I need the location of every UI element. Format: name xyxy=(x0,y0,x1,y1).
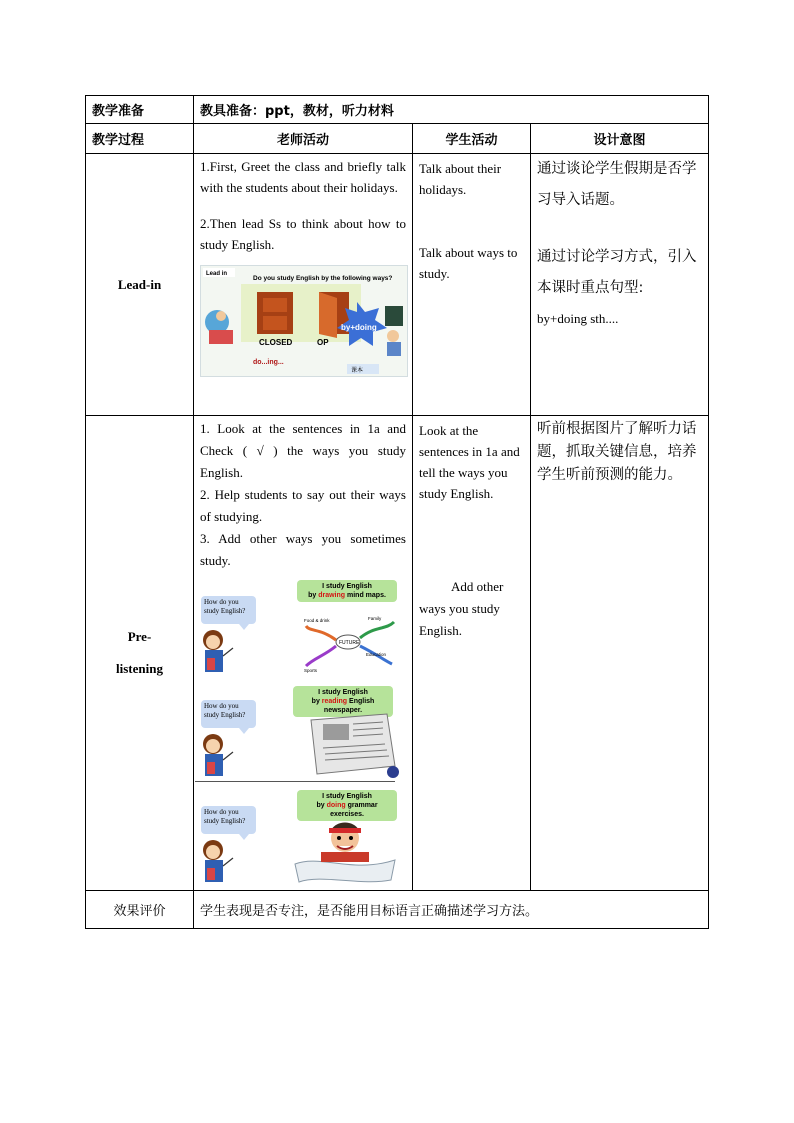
leadin-slide-burst: by+doing xyxy=(341,323,377,332)
prelistening-stage xyxy=(86,416,194,891)
leadin-slide-open: OP xyxy=(317,338,329,347)
prelistening-teacher-step1: 1. Look at the sentences in 1a and Check ( √ ) the ways you study English. xyxy=(200,421,406,480)
leadin-slide-illustration xyxy=(201,266,407,376)
leadin-stage-label: Lead-in xyxy=(117,276,162,292)
row-prelistening xyxy=(86,416,709,891)
slide1-banner-pre: I study English xyxy=(322,583,372,590)
prelistening-student-1: Look at the sentences in 1a and tell the ways you study English. xyxy=(419,423,520,501)
header-process: 教学过程 xyxy=(86,124,194,154)
leadin-design xyxy=(531,154,709,416)
row-leadin xyxy=(86,154,709,416)
prelistening-student-2: Add other ways you study English. xyxy=(419,579,504,638)
slide2-banner-key: reading xyxy=(321,698,348,705)
header-teacher: 老师活动 xyxy=(194,124,413,154)
evaluation-label: 效果评价 xyxy=(86,891,194,929)
leadin-design-1: 通过谈论学生假期是否学习导入话题。 xyxy=(537,161,697,208)
slide1-banner xyxy=(297,580,397,602)
slide3-banner-by: by xyxy=(316,802,327,809)
prelistening-design xyxy=(531,416,709,891)
slide-drawing-mind-maps xyxy=(195,578,403,678)
teacher-girl-icon xyxy=(197,732,235,780)
prep-label: 教学准备 xyxy=(86,96,194,124)
leadin-student-2: Talk about ways to study. xyxy=(419,245,518,281)
prelistening-stage-line2: listening xyxy=(116,661,163,676)
mind-word-sports: Sports xyxy=(304,668,318,673)
leadin-teacher xyxy=(194,154,413,416)
slide1-banner-key: drawing xyxy=(318,592,346,599)
mind-word-food: Food & drink xyxy=(304,618,330,623)
newspaper-icon xyxy=(307,710,399,778)
mind-word-future: FUTURE xyxy=(339,640,360,646)
slide3-banner-post: grammar exercises. xyxy=(330,802,378,818)
leadin-teacher-step1: 1.First, Greet the class and briefly talk with the students about their holidays. xyxy=(200,159,406,195)
mind-word-family: Family xyxy=(368,616,382,621)
slide1-bubble: How do you study English? xyxy=(201,596,256,624)
prelistening-teacher-step2: 2. Help students to say out their ways of studying. xyxy=(200,487,406,524)
prelistening-design-text: 听前根据图片了解听力话题，抓取关键信息，培养学生听前预测的能力。 xyxy=(537,421,697,483)
leadin-slide-bottom-text: do...ing... xyxy=(253,359,284,366)
slide-reading-newspaper xyxy=(195,682,403,782)
slide-doing-grammar xyxy=(195,788,403,888)
leadin-teacher-step2: 2.Then lead Ss to think about how to study English. xyxy=(200,216,406,252)
teacher-girl-icon xyxy=(197,838,235,886)
slide2-bubble: How do you study English? xyxy=(201,700,256,728)
prelistening-stage-line1: Pre- xyxy=(127,629,152,644)
prelistening-teacher-step3: 3. Add other ways you sometimes study. xyxy=(200,531,406,568)
prelistening-student xyxy=(413,416,531,891)
slide1-banner-by: by xyxy=(308,592,319,599)
row-header xyxy=(86,124,709,154)
mind-word-education: Education xyxy=(366,652,387,657)
row-evaluation xyxy=(86,891,709,929)
leadin-slide-closed: CLOSED xyxy=(259,338,293,347)
leadin-slide-tag: Lead in xyxy=(206,271,228,277)
slide3-banner-pre: I study English xyxy=(322,793,372,800)
student-studying-icon xyxy=(291,814,399,886)
leadin-design-2: 通过讨论学习方式，引入本课时重点句型: xyxy=(537,249,697,296)
leadin-stage xyxy=(86,154,194,416)
teacher-girl-icon xyxy=(197,628,235,676)
slide1-banner-post: mind maps. xyxy=(345,592,386,599)
evaluation-content: 学生表现是否专注，是否能用目标语言正确描述学习方法。 xyxy=(194,891,709,929)
prelistening-teacher xyxy=(194,416,413,891)
header-student: 学生活动 xyxy=(413,124,531,154)
leadin-student xyxy=(413,154,531,416)
leadin-student-1: Talk about their holidays. xyxy=(419,161,502,197)
row-preparation xyxy=(86,96,709,124)
slide3-bubble: How do you study English? xyxy=(201,806,256,834)
slide3-banner-key: doing xyxy=(326,802,346,809)
leadin-slide-image xyxy=(200,265,408,377)
leadin-slide-badge: 课本 xyxy=(351,367,364,374)
prep-content: 教具准备：ppt，教材，听力材料 xyxy=(194,96,709,124)
slide2-banner-by: by xyxy=(311,698,322,705)
header-design: 设计意图 xyxy=(531,124,709,154)
leadin-slide-title: Do you study English by the following ways? xyxy=(253,275,393,282)
lesson-plan-table xyxy=(85,95,709,929)
leadin-design-3: by+doing sth.... xyxy=(537,311,619,326)
slide2-banner-post: English newspaper. xyxy=(323,698,375,714)
slide2-banner-pre: I study English xyxy=(318,689,368,696)
mind-map-icon xyxy=(300,608,398,674)
